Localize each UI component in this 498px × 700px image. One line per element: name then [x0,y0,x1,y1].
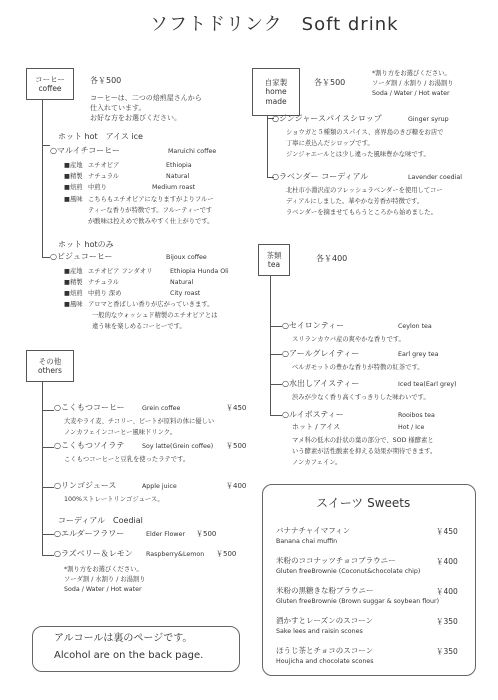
bijou-flavor-key: ■風味 [64,301,83,308]
homemade-note-2: Soda / Water / Hot water [372,90,450,97]
sweet-4-en: Houjicha and chocolate scones [276,658,374,665]
bijou-en-1: Natural [170,279,194,286]
others-note-2: Soda / Water / Hot water [64,586,142,593]
rooibos-sub-jp: ホット / アイス [292,423,341,431]
lavender-desc-0: 北杜市小淵沢産のフレッシュラベンダーを使用してコー [286,187,443,194]
bijou-en-2: City roast [170,290,201,297]
maruichi-name-en: Maruichi coffee [168,148,217,155]
sweet-2-en: Gluten freeBrownie (Brown suggar & soybean flour) [276,598,440,605]
maruichi-name: ○マルイチコーヒー [50,146,120,155]
maruichi-key-2: ■焙煎 [64,184,83,191]
rooibos-desc-0: マメ科の低木の針状の葉の部分で、SOD 様酵素と [292,437,434,444]
sweet-2-jp: 米粉の黒糖きな粉ブラウニー [276,586,374,595]
maruichi-en-1: Natural [166,173,190,180]
apple-juice-name: ○リンゴジュース [54,481,117,490]
ceylon-desc-0: スリランカウバ産の爽やかな香りです。 [292,336,405,343]
bijou-name-en: Bijoux coffee [166,254,207,261]
sweet-1-jp: 米粉のココナッツチョコブラウニー [276,556,396,565]
lavender-en: Lavender coedial [408,174,462,181]
grein-coffee-en: Grein coffee [142,405,181,412]
others-note-0: *割り方をお選びください。 [64,566,143,573]
soy-latte-name: ○こくもつソイラテ [54,441,125,450]
ceylon-en: Ceylon tea [398,323,432,330]
homemade-price: 各￥500 [314,78,346,87]
grein-coffee-desc-0: 大麦やライ麦、チコリー、ビートが原料の体に優しい [64,418,215,425]
ginger-name: ○ジンジャースパイスシロップ [272,114,382,123]
icedtea-desc-0: 渋みが少なく香り高くすっきりした味わいです。 [292,394,430,401]
coffee-intro-3: お好な方をお選びください。 [90,114,181,122]
rasp-name: ○ラズベリー＆レモン [54,549,133,558]
homemade-section-label: 自家製 home made [252,68,300,116]
sweet-4-jp: ほうじ茶とチョコのスコーン [276,646,374,655]
sweet-0-en: Banana chai muffin [276,538,338,545]
sweet-1-price: ￥400 [436,557,458,566]
homemade-note-0: *割り方をお選びください。 [372,70,451,77]
sweet-3-jp: 酒かすとレーズンのスコーン [276,616,373,625]
ginger-en: Ginger syrup [408,116,449,123]
elder-price: ￥500 [196,530,217,538]
hot-only-heading: ホット hotのみ [58,240,114,249]
bijou-flavor-0: アロマと香ばしい香りが広がっていきます。 [88,301,214,308]
soy-latte-price: ￥500 [226,442,247,450]
rasp-price: ￥500 [216,550,237,558]
earlgrey-desc-0: ベルガモットの豊かな香りが特徴の紅茶です。 [292,364,424,371]
bijou-key-1: ■精製 [64,279,83,286]
bijou-flavor-2: 違う味を楽しめるコーヒーです。 [92,323,186,330]
sweet-0-price: ￥450 [436,527,458,536]
earlgrey-name: ○アールグレイティー [282,349,360,358]
maruichi-key-1: ■精製 [64,173,83,180]
maruichi-flavor-key: ■風味 [64,196,83,203]
ginger-desc-1: 丁寧に煮込んだシロップです。 [286,140,374,147]
bijou-name: ○ビジュコーヒー [50,252,113,261]
bijou-val-2: 中煎り 深め [88,290,122,297]
bijou-key-0: ■産地 [64,268,83,275]
lavender-desc-1: ディアルにしました。華やかな芳香が特徴です。 [286,198,424,205]
ceylon-name: ○セイロンティー [282,321,345,330]
bijou-key-2: ■焙煎 [64,290,83,297]
bijou-flavor-1: 一般的なウォッシュド精製のエチオピアとは [92,312,218,319]
elder-name: ○エルダーフラワー [54,529,125,538]
rasp-en: Raspberry&Lemon [146,551,205,558]
maruichi-key-0: ■産地 [64,162,83,169]
maruichi-en-2: Medium roast [152,184,196,191]
bijou-en-0: Ethiopia Hunda Oli [170,268,229,275]
hot-ice-heading: ホット hot アイス ice [58,132,143,141]
alcohol-line-2: Alcohol are on the back page. [54,650,204,661]
tea-section-label: 茶類 tea [258,244,290,276]
rooibos-en: Rooibos tea [398,412,435,419]
sweet-3-en: Sake lees and raisin scones [276,628,363,635]
apple-juice-price: ￥400 [226,482,247,490]
coffee-price: 各￥500 [90,76,122,85]
soy-latte-en: Soy latte(Grein coffee) [142,443,214,450]
sweet-4-price: ￥350 [436,647,458,656]
maruichi-val-0: エチオピア [88,162,120,169]
alcohol-line-1: アルコールは裏のページです。 [54,633,193,644]
tea-price: 各￥400 [316,254,348,263]
rooibos-desc-1: いう酵素が活性酸素を抑える効果が期待できます。 [292,448,437,455]
soy-latte-desc-0: こくもつコーヒーと豆乳を使ったラテです。 [64,456,190,463]
elder-en: Elder Flower [146,531,186,538]
apple-juice-en: Apple juice [142,483,177,490]
bijou-val-1: ナチュラル [88,279,120,286]
bijou-val-0: エチオピア フンダオリ [88,268,153,275]
maruichi-en-0: Ethiopia [166,162,192,169]
maruichi-flavor-2: が酸味は控えめで飲みやすく仕上がりです。 [88,218,214,225]
sweet-2-price: ￥400 [436,587,458,596]
maruichi-flavor-0: こちらもエチオピアになりますがよりフルー [88,196,214,203]
sweet-1-en: Gluten freeBrownie (Coconut&chocolate chip) [276,568,421,575]
grein-coffee-name: ○こくもつコーヒー [54,403,125,412]
others-section-label: その他 others [26,350,74,382]
lavender-name: ○ラベンダー コーディアル [272,172,369,181]
sweets-title: スイーツ Sweets [316,496,411,510]
maruichi-val-1: ナチュラル [88,173,120,180]
coffee-intro-2: 仕入れています。 [90,104,146,112]
lavender-desc-2: ラベンダーを摘ませてもらうところから始めました。 [286,209,437,216]
sweet-0-jp: バナナチャイマフィン [276,526,351,535]
cordial-heading: コーディアル Coedial [58,516,143,525]
maruichi-val-2: 中煎り [88,184,107,191]
coffee-intro-1: コーヒーは、二つの焙煎屋さんから [90,94,202,102]
grein-coffee-price: ￥450 [226,404,247,412]
maruichi-flavor-1: ティーな香りが特徴です。フルーティーです [88,207,213,214]
grein-coffee-desc-1: ノンカフェインコーヒー風味ドリンク。 [64,429,177,436]
page-title: ソフトドリンク Soft drink [150,14,399,35]
icedtea-name: ○水出しアイスティー [282,379,360,388]
rooibos-sub-en: Hot / Ice [398,424,425,431]
coffee-section-label: コーヒー coffee [26,68,74,100]
rooibos-desc-2: ノンカフェイン。 [292,459,342,466]
others-note-1: ソーダ割 / 水割り / お湯割り [64,576,146,583]
homemade-note-1: ソーダ割 / 水割り / お湯割り [372,80,454,87]
apple-juice-desc-0: 100%ストレートリンゴジュース。 [64,496,164,503]
ginger-desc-0: ショウガと５種類のスパイス、喜界島のきび糖をお店で [286,129,444,136]
rooibos-name: ○ルイボスティー [282,410,344,419]
earlgrey-en: Earl grey tea [398,351,439,358]
icedtea-en: Iced tea(Earl grey) [398,381,457,388]
ginger-desc-2: ジンジャエールとは少し違った風味豊かな味です。 [286,151,430,158]
sweet-3-price: ￥350 [436,617,458,626]
